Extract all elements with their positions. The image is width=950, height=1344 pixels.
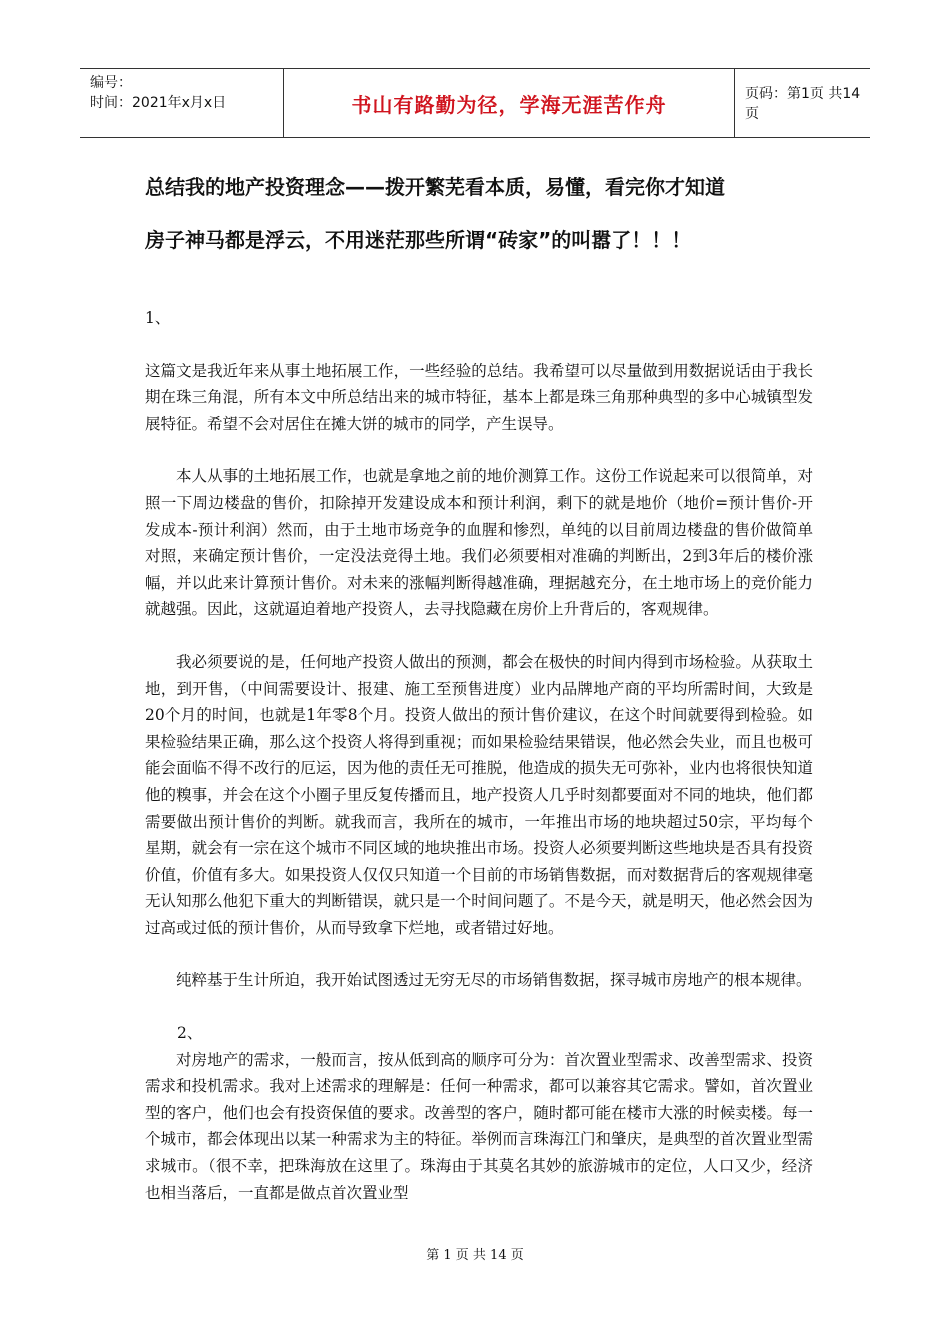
serial-number-label: 编号： bbox=[90, 75, 132, 91]
motto-banner: 书山有路勤为径，学海无涯苦作舟 bbox=[283, 69, 735, 137]
document-body bbox=[145, 305, 813, 1206]
paragraph-4: 纯粹基于生计所迫，我开始试图透过无穷无尽的市场销售数据，探寻城市房地产的根本规律。 bbox=[176, 971, 812, 990]
title-line-1: 总结我的地产投资理念——拨开繁芜看本质，易懂，看完你才知道 bbox=[145, 175, 725, 199]
date-label: 时间：2021年x月x日 bbox=[90, 95, 227, 111]
header-left-cell bbox=[80, 69, 283, 137]
title-line-2: 房子神马都是浮云，不用迷茫那些所谓“砖家”的叫嚣了！！！ bbox=[145, 228, 692, 252]
document-header bbox=[80, 68, 870, 138]
section-number-1: 1、 bbox=[145, 309, 171, 327]
paragraph-1: 这篇文是我近年来从事土地拓展工作，一些经验的总结。我希望可以尽量做到用数据说话由于我长期在珠三角混，所有本文中所总结出来的城市特征，基本上都是珠三角那种典型的多中心城镇型发展特征。希望不会对居住在摊大饼的城市的同学，产生误导。 bbox=[145, 361, 813, 433]
section-number-2: 2、 bbox=[177, 1024, 203, 1043]
document-title bbox=[145, 166, 825, 261]
paragraph-3: 我必须要说的是，任何地产投资人做出的预测，都会在极快的时间内得到市场检验。从获取土地，到开售，（中间需要设计、报建、施工至预售进度）业内品牌地产商的平均所需时间，大致是20个月的时间，也就是1年零8个月。投资人做出的预计售价建议，在这个时间就要得到检验。如果检验结果正确，那么这个投资人将得到重视；而如果检验结果错误，他必然会失业，而且也极可能会面临不得不改行的厄运，因为他的责任无可推脱，他造成的损失无可弥补，业内也将很快知道他的糗事，并会在这个小圈子里反复传播而且，地产投资人几乎时刻都要面对不同的地块，他们都需要做出预计售价的判断。就我而言，我所在的城市，一年推出市场的地块超过50宗，平均每个星期，就会有一宗在这个城市不同区域的地块推出市场。投资人必须要判断这些地块是否具有投资价值，价值有多大。如果投资人仅仅只知道一个目前的市场销售数据，而对数据背后的客观规律毫无认知那么他犯下重大的判断错误，就只是一个时间问题了。不是今天，就是明天，他必然会因为过高或过低的预计售价，从而导致拿下烂地，或者错过好地。 bbox=[145, 652, 813, 937]
paragraph-2: 本人从事的土地拓展工作，也就是拿地之前的地价测算工作。这份工作说起来可以很简单，对照一下周边楼盘的售价，扣除掉开发建设成本和预计利润，剩下的就是地价（地价=预计售价-开发成本-预计利润）然而，由于土地市场竞争的血腥和惨烈，单纯的以目前周边楼盘的售价做简单对照，来确定预计售价，一定没法竞得土地。我们必须要相对准确的判断出，2到3年后的楼价涨幅，并以此来计算预计售价。对未来的涨幅判断得越准确，理据越充分，在土地市场上的竞价能力就越强。因此，这就逼迫着地产投资人，去寻找隐藏在房价上升背后的，客观规律。 bbox=[145, 467, 813, 619]
page-footer: 第 1 页 共 14 页 bbox=[426, 1248, 524, 1263]
paragraph-5: 对房地产的需求，一般而言，按从低到高的顺序可分为：首次置业型需求、改善型需求、投资需求和投机需求。我对上述需求的理解是：任何一种需求，都可以兼容其它需求。譬如，首次置业型的客户，他们也会有投资保值的要求。改善型的客户，随时都可能在楼市大涨的时候卖楼。每一个城市，都会体现出以某一种需求为主的特征。举例而言珠海江门和肇庆，是典型的首次置业型需求城市。（很不幸，把珠海放在这里了。珠海由于其莫名其妙的旅游城市的定位，人口又少，经济也相当落后，一直都是做点首次置业型 bbox=[145, 1050, 813, 1202]
page-indicator: 页码：第1页 共14页 bbox=[745, 86, 861, 122]
